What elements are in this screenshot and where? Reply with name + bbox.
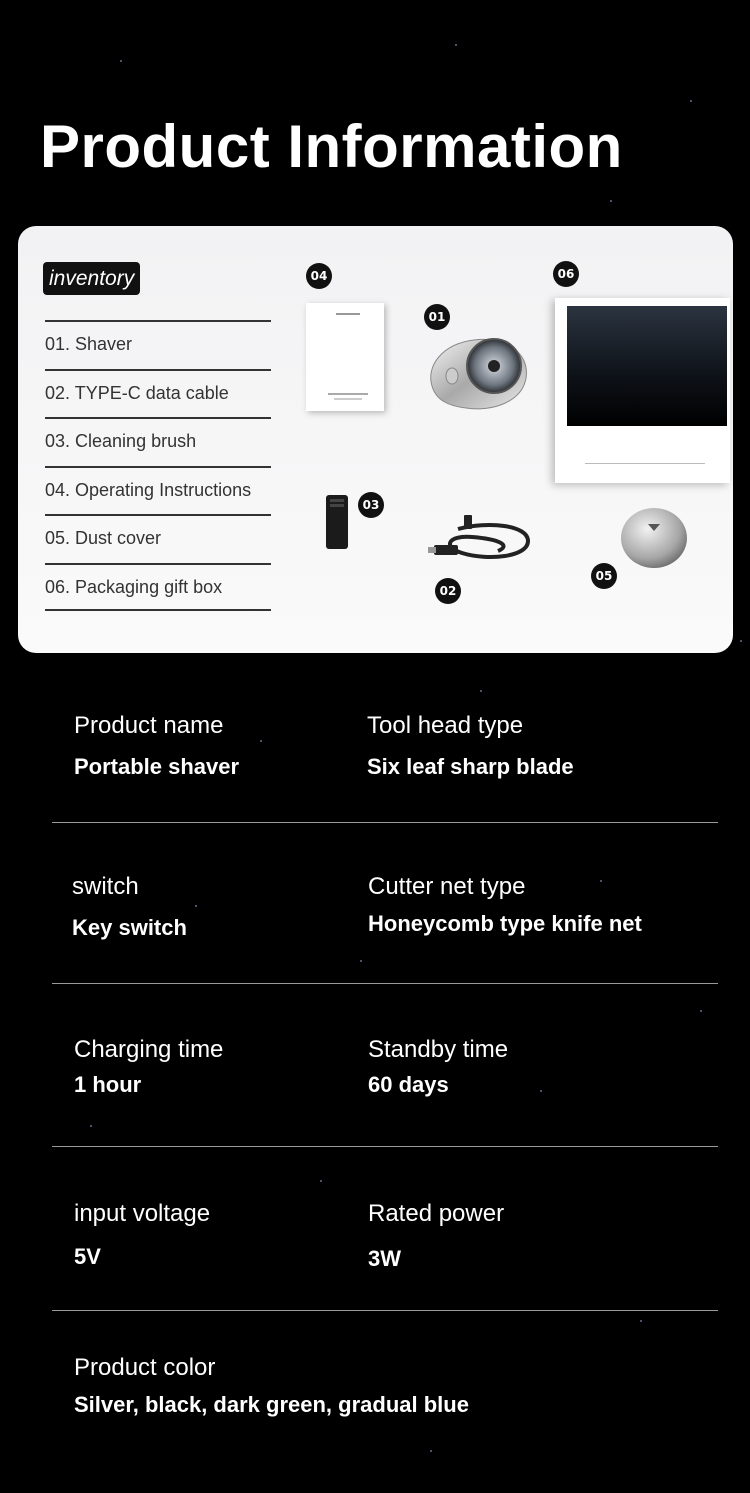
spec-row xyxy=(52,712,718,823)
spec-label: Product color xyxy=(74,1354,216,1381)
inventory-list xyxy=(45,320,271,611)
badge-06: 06 xyxy=(553,261,579,287)
spec-label: input voltage xyxy=(74,1200,211,1227)
spec-value: Portable shaver xyxy=(74,754,240,779)
spec-value: 5V xyxy=(74,1244,101,1269)
spec-cell xyxy=(368,873,642,937)
spec-label: Tool head type xyxy=(367,712,524,739)
spec-value: 1 hour xyxy=(74,1072,142,1097)
spec-cell xyxy=(368,1036,508,1098)
badge-04: 04 xyxy=(306,263,332,289)
spec-cell xyxy=(74,1200,210,1270)
badge-05: 05 xyxy=(591,563,617,589)
spec-label: Rated power xyxy=(368,1200,505,1227)
inventory-item: 05. Dust cover xyxy=(45,514,271,563)
inventory-title: inventory xyxy=(43,262,140,295)
inventory-item: 02. TYPE-C data cable xyxy=(45,369,271,418)
spec-value: Key switch xyxy=(72,915,187,940)
badge-03: 03 xyxy=(358,492,384,518)
spec-row xyxy=(52,873,718,984)
inventory-item: 01. Shaver xyxy=(45,320,271,369)
inventory-item: 03. Cleaning brush xyxy=(45,417,271,466)
spec-label: Charging time xyxy=(74,1036,224,1063)
gift-box-image xyxy=(555,298,730,483)
inventory-item: 06. Packaging gift box xyxy=(45,563,271,612)
spec-cell xyxy=(72,873,187,941)
spec-cell xyxy=(368,1200,504,1272)
usb-cable-image xyxy=(428,511,538,571)
spec-cell xyxy=(74,1036,223,1098)
spec-value: 60 days xyxy=(368,1072,449,1097)
spec-row xyxy=(52,1200,718,1311)
spec-value: Six leaf sharp blade xyxy=(367,754,574,779)
spec-row xyxy=(52,1354,718,1434)
spec-value: 3W xyxy=(368,1246,401,1271)
spec-label: Cutter net type xyxy=(368,873,526,900)
spec-cell xyxy=(74,1354,469,1418)
spec-value: Honeycomb type knife net xyxy=(368,911,642,936)
spec-label: switch xyxy=(72,873,139,900)
spec-value: Silver, black, dark green, gradual blue xyxy=(74,1392,469,1417)
dust-cover-image xyxy=(618,504,690,570)
shaver-image xyxy=(422,326,532,414)
badge-01: 01 xyxy=(424,304,450,330)
spec-cell xyxy=(74,712,239,780)
cleaning-brush-image xyxy=(324,491,350,551)
spec-row xyxy=(52,1036,718,1147)
spec-label: Product name xyxy=(74,712,224,739)
badge-02: 02 xyxy=(435,578,461,604)
spec-label: Standby time xyxy=(368,1036,509,1063)
inventory-card xyxy=(18,226,733,653)
inventory-item: 04. Operating Instructions xyxy=(45,466,271,515)
spec-cell xyxy=(367,712,574,780)
instruction-manual-image xyxy=(306,303,384,411)
page-title: Product Information xyxy=(40,113,623,180)
